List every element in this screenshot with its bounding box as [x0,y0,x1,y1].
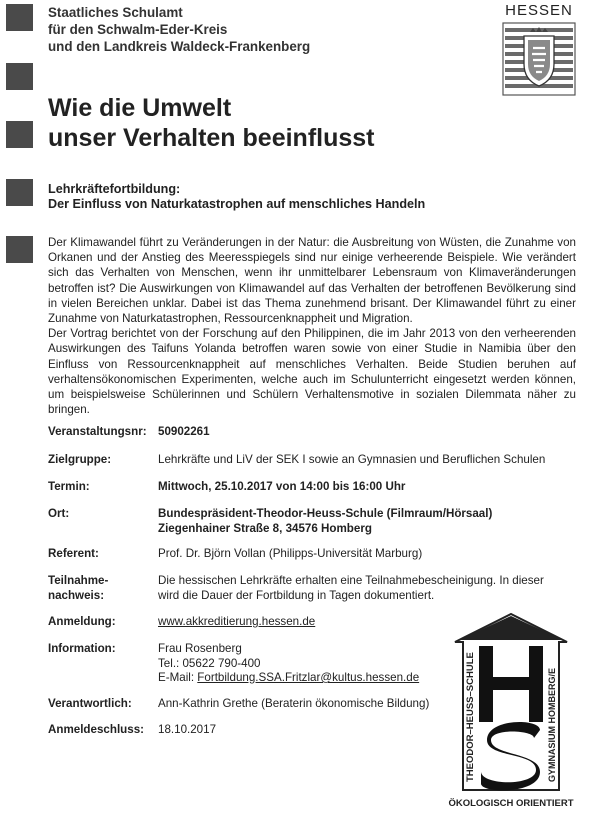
date-value: Mittwoch, 25.10.2017 von 14:00 bis 16:00 Uhr [158,480,406,493]
abstract-paragraph: Der Vortrag berichtet von der Forschung auf den Philippinen, die im Jahr 2013 von den verheerenden Auswirkungen des Taifuns Yolanda betroffen waren sowie von einer Studie in Namibia über den Einfluss von Ressourcenknappheit auf menschliches Verhalten. Beide Studien beruhen auf verhaltensökonomischen Experimenten, welche auch im Schulunterricht eingesetzt werden können, um beispielsweise Schülerinnen und Schülern Verhaltensmotive in sozialen Dilemmata näher zu bringen. [48,327,576,417]
registration-link[interactable]: www.akkreditierung.hessen.de [158,615,316,628]
location-label: Ort: [48,507,70,520]
certificate-line: Die hessischen Lehrkräfte erhalten eine Teilnahmebescheinigung. In dieser [158,574,544,587]
logo-left-text: THEODOR–HEUSS–SCHULE [465,652,476,782]
subtitle-line: Der Einfluss von Naturkatastrophen auf menschliches Handeln [48,197,426,211]
school-logo [443,608,579,813]
subtitle [48,182,425,212]
contact-email-link[interactable]: Fortbildung.SSA.Fritzlar@kultus.hessen.de [197,671,420,684]
decor-square [6,179,33,206]
subtitle-line: Lehrkräftefortbildung: [48,182,181,196]
registration-label: Anmeldung: [48,615,116,628]
decor-square [6,63,33,90]
authority-line: für den Schwalm-Eder-Kreis [48,22,228,37]
title-line: unser Verhalten beeinflusst [48,124,375,152]
hessen-logo-text: HESSEN [505,2,573,19]
title-line: Wie die Umwelt [48,94,232,122]
contact-phone: Tel.: 05622 790-400 [158,656,261,670]
speaker-value: Prof. Dr. Björn Vollan (Philipps-Universität Marburg) [158,547,423,560]
authority-line: und den Landkreis Waldeck-Frankenberg [48,39,311,54]
decor-square [6,236,33,263]
decor-square [6,4,33,31]
location-line: Bundespräsident-Theodor-Heuss-Schule (Filmraum/Hörsaal) [158,507,493,520]
event-number-value: 50902261 [158,425,210,438]
certificate-line: wird die Dauer der Fortbildung in Tagen dokumentiert. [158,588,435,602]
location-value [158,507,492,536]
information-label: Information: [48,642,116,655]
hessen-crest-icon [502,22,576,96]
certificate-label [48,574,153,603]
responsible-label: Verantwortlich: [48,697,132,710]
logo-right-text: GYMNASIUM HOMBERG/E [547,667,557,782]
authority-line: Staatliches Schulamt [48,5,183,20]
email-prefix: E-Mail: [158,671,198,684]
school-authority-heading [48,4,310,55]
contact-email-line [158,671,419,686]
speaker-label: Referent: [48,547,99,560]
responsible-value: Ann-Kathrin Grethe (Beraterin ökonomische Bildung) [158,697,430,710]
certificate-label-line: nachweis: [48,588,105,602]
abstract-text [48,235,576,417]
certificate-label-line: Teilnahme- [48,574,109,587]
target-group-value: Lehrkräfte und LiV der SEK I sowie an Gymnasien und Beruflichen Schulen [158,453,546,466]
event-number-label: Veranstaltungsnr: [48,425,147,438]
contact-name: Frau Rosenberg [158,642,242,655]
location-line: Ziegenhainer Straße 8, 34576 Homberg [158,521,372,535]
abstract-paragraph: Der Klimawandel führt zu Veränderungen in der Natur: die Ausbreitung von Wüsten, die Zunahme von Orkanen und der Anstieg des Meeresspiegels sind nur einige verheerende Beispiele. Wie verändert sich das Verhalten von Menschen, wenn ihr unmittelbarer Lebensraum von Klimaveränderungen betroffen ist? Die Auswirkungen von Klimawandel auf das Verhalten der betroffenen Bevölkerung sind in vielen Bereichen unklar. Dabei ist das Thema zunehmend brisant. Der Klimawandel führt zu einer Zunahme von Naturkatastrophen, Ressourcenknappheit und Migration. [48,236,576,326]
deadline-label: Anmeldeschluss: [48,723,144,736]
information-value [158,642,419,686]
date-label: Termin: [48,480,90,493]
page-title [48,93,375,153]
logo-bottom-text: ÖKOLOGISCH ORIENTIERT [448,798,574,809]
deadline-value: 18.10.2017 [158,723,217,736]
target-group-label: Zielgruppe: [48,453,112,466]
decor-square [6,121,33,148]
certificate-value [158,574,544,603]
